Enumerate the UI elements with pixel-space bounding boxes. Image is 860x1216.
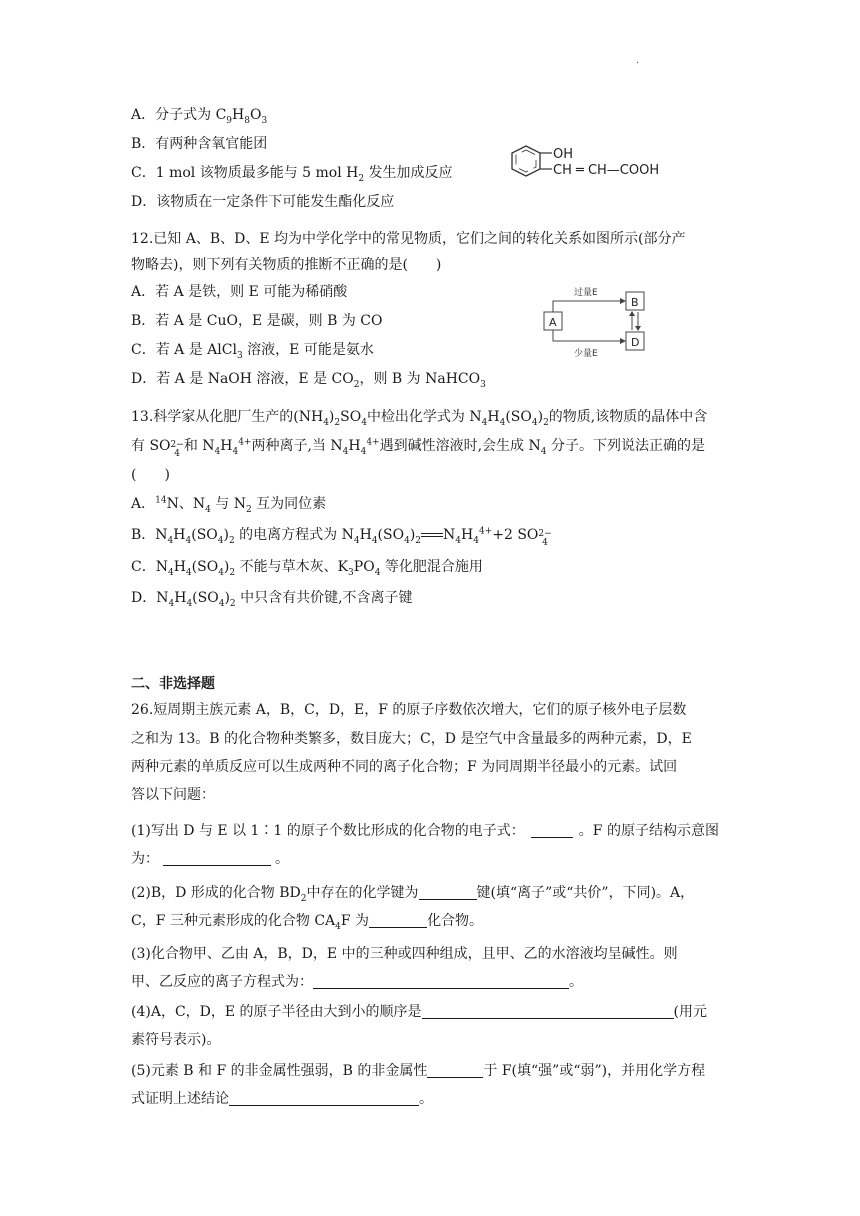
q13-stem-line2: 有 SO 2− 4 和 $N_4H_4^{4+}$两种离子,当 $N_4H_4^{4+}$遇到碱性溶液时,会生成 $N_4$ 分子。下列说法正确的是 — [131, 437, 705, 459]
q13-option-b: B．$N_4H_4(SO_4)_2$ 的电离方程式为 $N_4H_4(SO_4)_2$ $N_4H_4^{4+}+2$ SO 2− 4 — [131, 526, 552, 548]
q13-option-c: C．$N_4H_4(SO_4)_2$ 不能与草木灰、$K_3PO_4$ 等化肥混合施用 — [131, 559, 483, 578]
q12-option-b: B．若 A 是 CuO，E 是碳，则 B 为 CO — [131, 313, 383, 329]
q26-part2-line2: C，F 三种元素形成的化合物 $CA_4F$ 为 化合物。 — [131, 913, 484, 932]
q13-option-a: A．$^{14}$N、$N_4$ 与 $N_2$ 互为同位素 — [131, 495, 327, 515]
answer-blank-3[interactable] — [419, 885, 477, 900]
q26-part4-line1: (4)A，C，D，E 的原子半径由大到小的顺序是 (用元 — [131, 1004, 708, 1020]
bottom-arrow-label: 少量E — [574, 349, 598, 359]
header-mark: · — [636, 58, 640, 69]
answer-blank-8[interactable] — [229, 1091, 419, 1106]
q13-option-d: D．$N_4H_4(SO_4)_2$ 中只含有共价键,不含离子键 — [131, 590, 413, 609]
q26-stem-line3: 两种元素的单质反应可以生成两种不同的离子化合物；F 为同周期半径最小的元素。试回 — [131, 759, 678, 775]
equals-arrow — [421, 533, 443, 537]
structure-chain: CH ═ CH—COOH — [553, 163, 660, 178]
q26-part5-line1: (5)元素 B 和 F 的非金属性强弱，B 的非金属性 于 F(填“强”或“弱”)，并用化学方程 — [131, 1063, 706, 1079]
q13-stem-line1: 13.科学家从化肥厂生产的$(NH_4)_2SO_4$中检出化学式为 $N_4H_4(SO_4)_2$的物质,该物质的晶体中含 — [131, 409, 708, 428]
box-b-label: B — [631, 296, 639, 309]
q26-part1-line2: 为： 。 — [131, 851, 289, 867]
q26-part1-line1: (1)写出 D 与 E 以 1∶1 的原子个数比形成的化合物的电子式： 。F 的原子结构示意图 — [131, 823, 719, 839]
answer-blank-2[interactable] — [163, 851, 271, 866]
section-title: 二、非选择题 — [131, 676, 215, 692]
answer-blank-4[interactable] — [369, 913, 427, 928]
q12-conversion-diagram — [540, 282, 660, 360]
answer-blank-6[interactable] — [422, 1004, 674, 1019]
answer-blank-1[interactable] — [531, 823, 573, 838]
q26-part2-line1: (2)B，D 形成的化合物 $BD_2$中存在的化学键为 键(填“离子”或“共价”，下同)。A， — [131, 885, 695, 904]
q26-part3-line1: (3)化合物甲、乙由 A，B，D，E 中的三种或四种组成，且甲、乙的水溶液均呈碱性。则 — [131, 946, 678, 962]
box-d-label: D — [631, 336, 640, 349]
q26-stem-line1: 26.短周期主族元素 A，B，C，D，E，F 的原子序数依次增大，它们的原子核外电子层数 — [131, 702, 687, 718]
answer-blank-5[interactable] — [313, 974, 569, 989]
q26-stem-line4: 答以下问题： — [131, 787, 215, 803]
q12-option-c: C．若 A 是 AlCl$_3$ 溶液，E 可能是氨水 — [131, 342, 374, 361]
q12-option-d: D．若 A 是 NaOH 溶液，E 是 $CO_2$，则 B 为 NaHCO$_3$ — [131, 371, 486, 390]
q12-stem-line2: 物略去)，则下列有关物质的推断不正确的是( ) — [131, 257, 442, 273]
q12-stem-line1: 12.已知 A、B、D、E 均为中学化学中的常见物质，它们之间的转化关系如图所示(部分产 — [131, 231, 686, 247]
q12-option-a: A．若 A 是铁，则 E 可能为稀硝酸 — [131, 284, 348, 300]
q26-part4-line2: 素符号表示)。 — [131, 1032, 221, 1048]
box-a-label: A — [549, 316, 557, 329]
answer-blank-7[interactable] — [427, 1063, 483, 1078]
q11-structure-formula — [508, 140, 688, 190]
structure-oh: OH — [553, 147, 574, 162]
top-arrow-label: 过量E — [574, 288, 598, 298]
q26-part5-line2: 式证明上述结论 。 — [131, 1091, 433, 1107]
q26-stem-line2: 之和为 13。B 的化合物种类繁多，数目庞大；C，D 是空气中含量最多的两种元素，D，E — [131, 731, 692, 747]
q11-option-c: C．1 mol 该物质最多能与 5 mol $H_2$ 发生加成反应 — [131, 165, 453, 184]
q11-option-b: B．有两种含氧官能团 — [131, 136, 268, 152]
q11-option-d: D．该物质在一定条件下可能发生酯化反应 — [131, 194, 395, 210]
q26-part3-line2: 甲、乙反应的离子方程式为： 。 — [131, 974, 583, 990]
q13-stem-line3: ( ) — [131, 467, 170, 483]
q11-option-a: A．分子式为 $C_9H_8O_3$ — [131, 107, 268, 126]
